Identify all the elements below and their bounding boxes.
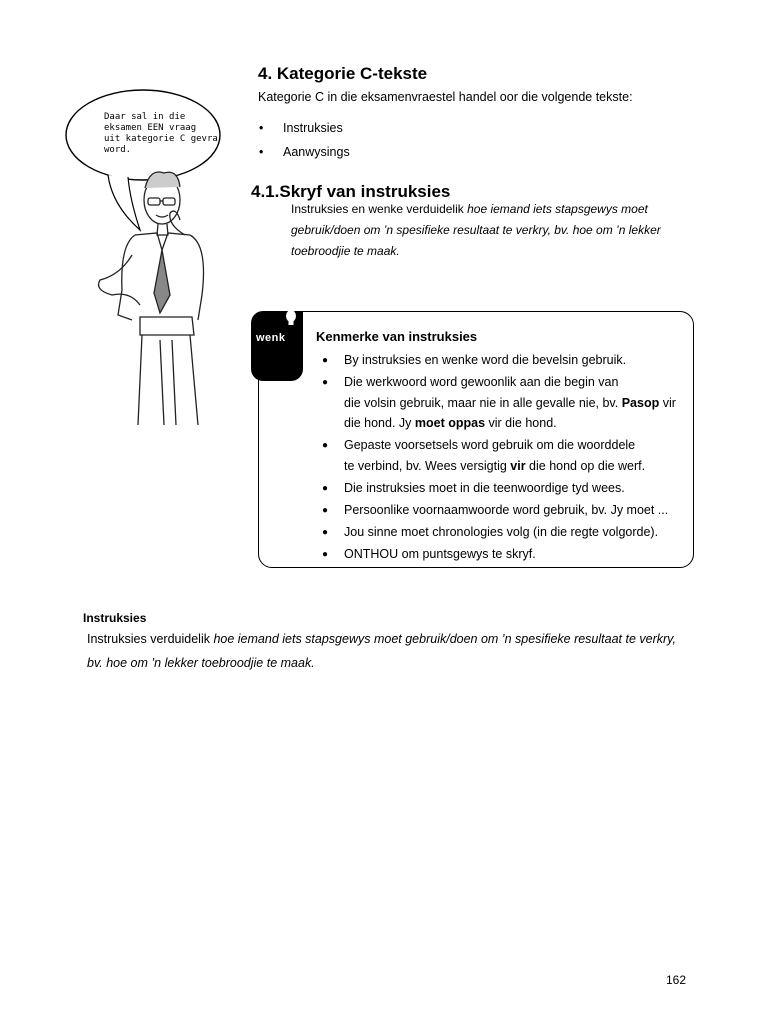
- lightbulb-icon: [284, 309, 298, 327]
- intro-bullet-2: [259, 145, 350, 159]
- tips-bullet-2-line-3: die hond. Jy moet oppas vir die hond.: [344, 416, 557, 430]
- list-item: Instruksies: [283, 121, 343, 135]
- bullet-icon: •: [259, 145, 264, 159]
- instructions-line-2: bv. hoe om ’n lekker toebroodjie te maak.: [87, 656, 315, 670]
- bullet-icon: ●: [322, 527, 329, 538]
- section-heading: 4.1.Skryf van instruksies: [251, 182, 451, 201]
- bullet-icon: ●: [322, 483, 329, 494]
- speech-bubble-tail: [108, 175, 140, 230]
- tips-bullet-4: ● Die instruksies moet in die teenwoordige tyd wees.: [344, 478, 625, 499]
- tips-bullet-5: ● Persoonlike voornaamwoorde word gebruik, bv. Jy moet ...: [344, 500, 668, 521]
- tips-box-title: Kenmerke van instruksies: [316, 329, 478, 344]
- intro-bullet-1: [259, 121, 343, 135]
- para-line-2: gebruik/doen om ’n spesifieke resultaat te verkry, bv. hoe om ’n lekker: [291, 223, 661, 237]
- tips-bullet-7: ● ONTHOU om puntsgewys te skryf.: [344, 544, 536, 565]
- page-number: 162: [666, 973, 687, 987]
- tip-tab-label: wenk: [256, 332, 286, 344]
- bubble-line-4: word.: [104, 145, 132, 155]
- bubble-line-2: eksamen EEN vraag: [104, 123, 197, 133]
- tips-bullet-6: ● Jou sinne moet chronologies volg (in die regte volgorde).: [344, 522, 658, 543]
- tips-bullet-3: ● Gepaste voorsetsels word gebruik om die woorddele: [344, 435, 635, 456]
- bullet-icon: ●: [322, 549, 329, 560]
- bullet-icon: ●: [322, 505, 329, 516]
- bubble-line-3: uit kategorie C gevra: [104, 134, 218, 144]
- person-figure: [99, 172, 204, 425]
- bullet-icon: ●: [322, 377, 329, 388]
- bullet-icon: •: [259, 121, 264, 135]
- tips-bullet-3-line-2: te verbind, bv. Wees versigtig vir die hond op die werf.: [344, 459, 646, 473]
- para-line-1: Instruksies en wenke verduidelik hoe iemand iets stapsgewys moet: [291, 202, 648, 216]
- cartoon-illustration: [60, 85, 240, 425]
- instructions-title: Instruksies: [83, 611, 147, 625]
- list-item: Aanwysings: [283, 145, 350, 159]
- instructions-line-1: Instruksies verduidelik hoe iemand iets stapsgewys moet gebruik/doen om ’n spesifieke resultaat te verkry,: [87, 632, 676, 646]
- bubble-line-1: Daar sal in die: [104, 112, 186, 122]
- page-title: 4. Kategorie C-tekste: [258, 64, 428, 83]
- bullet-icon: ●: [322, 440, 329, 451]
- bullet-icon: ●: [322, 355, 329, 366]
- intro-text: Kategorie C in die eksamenvraestel handel oor die volgende tekste:: [258, 90, 633, 104]
- tips-bullet-2-line-2: die volsin gebruik, maar nie in alle gevalle nie, bv. Pasop vir: [344, 396, 676, 410]
- tips-bullet-1: ● By instruksies en wenke word die bevelsin gebruik.: [344, 350, 626, 371]
- para-line-3: toebroodjie te maak.: [291, 244, 400, 258]
- tips-bullet-2: ● Die werkwoord word gewoonlik aan die begin van: [344, 372, 618, 393]
